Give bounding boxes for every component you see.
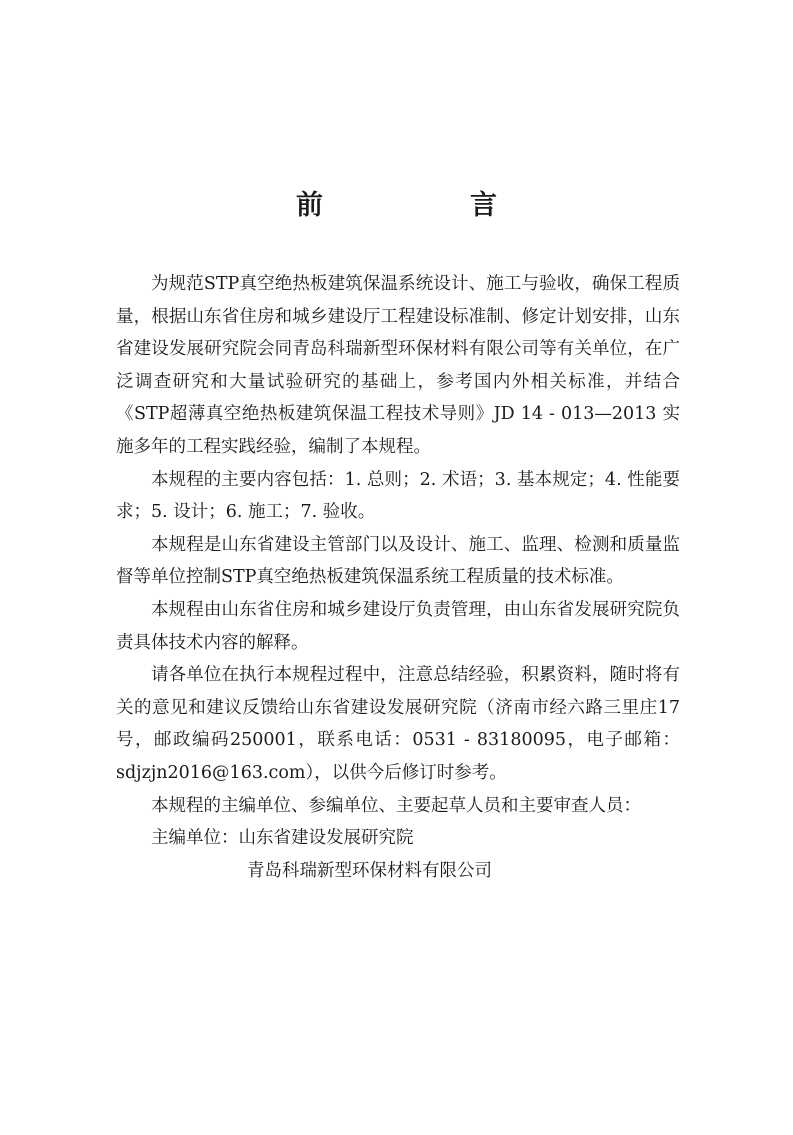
paragraph-scope: 本规程是山东省建设主管部门以及设计、施工、监理、检测和质量监督等单位控制STP真空绝热板建筑保温系统工程质量的技术标准。 (116, 534, 680, 588)
preface-body (116, 268, 680, 887)
paragraph-feedback: 请各单位在执行本规程过程中，注意总结经验，积累资料，随时将有关的意见和建议反馈给山东省建设发展研究院（济南市经六路三里庄17号，邮政编码250001，联系电话：0531 - 83180095，电子邮箱：sdjzjn2016@163.com），以供今后修订时参考。 (116, 665, 680, 783)
paragraph-management: 本规程由山东省住房和城乡建设厅负责管理，由山东省发展研究院负责具体技术内容的解释。 (116, 599, 680, 653)
paragraph-units-intro: 本规程的主编单位、参编单位、主要起草人员和主要审查人员： (151, 795, 641, 816)
page-title: 前 言 (296, 190, 557, 221)
paragraph-contents: 本规程的主要内容包括：1. 总则；2. 术语；3. 基本规定；4. 性能要求；5. 设计；6. 施工；7. 验收。 (116, 469, 680, 523)
chief-unit-line: 主编单位：山东省建设发展研究院 (151, 828, 414, 849)
paragraph-purpose: 为规范STP真空绝热板建筑保温系统设计、施工与验收，确保工程质量，根据山东省住房和城乡建设厅工程建设标准制、修定计划安排，山东省建设发展研究院会同青岛科瑞新型环保材料有限公司等有关单位，在广泛调查研究和大量试验研究的基础上，参考国内外相关标准，并结合《STP超薄真空绝热板建筑保温工程技术导则》JD 14 - 013—2013 实施多年的工程实践经验，编制了本规程。 (116, 274, 680, 457)
chief-unit-line-2: 青岛科瑞新型环保材料有限公司 (247, 860, 492, 881)
